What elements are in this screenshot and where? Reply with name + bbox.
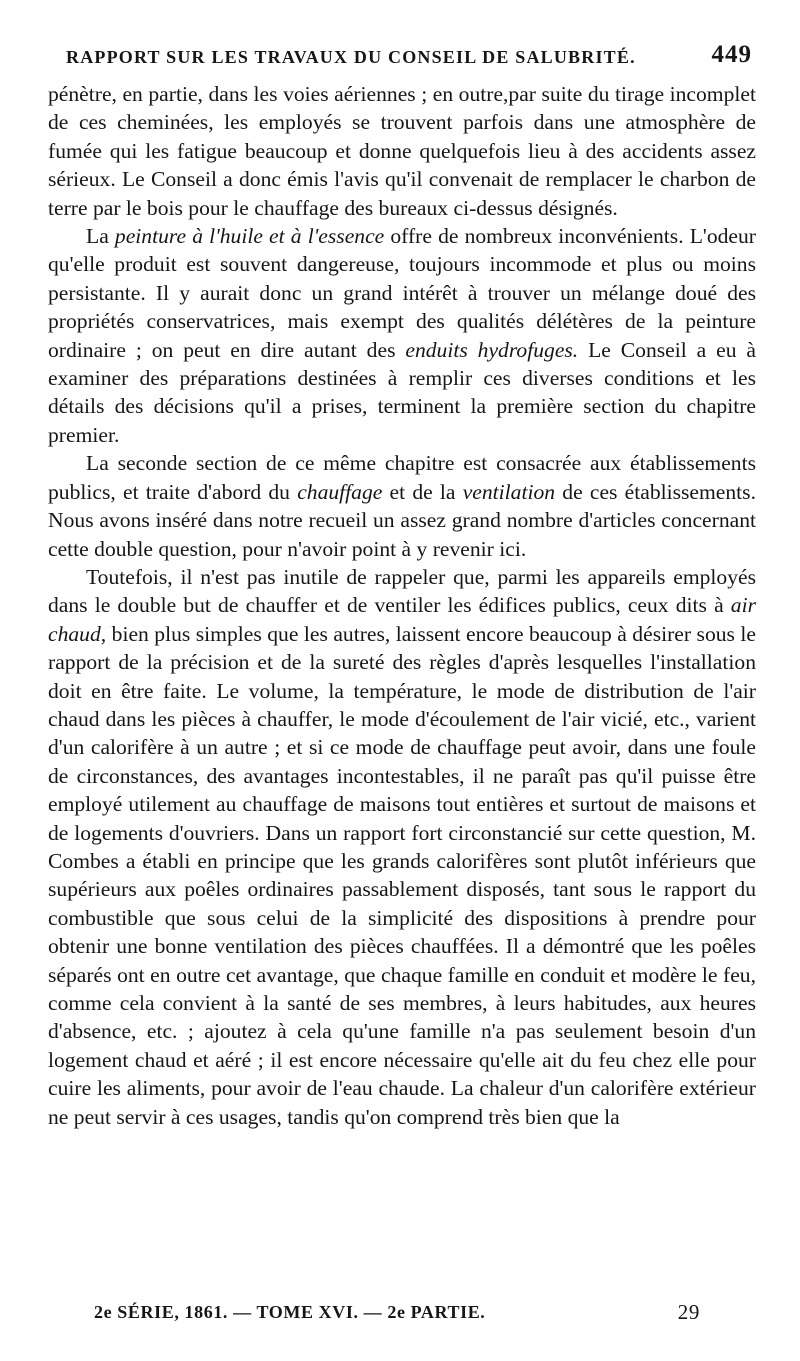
paragraph-4-lead: Toutefois, il n'est pas inutile de rappeler que, parmi les appareils employés dans le double but de chauffer et de ventiler les édifices publics, ceux dits à [48,564,756,618]
printer-signature: 2e SÉRIE, 1861. — TOME XVI. — 2e PARTIE. [94,1302,486,1322]
paragraph-3 [48,449,756,563]
running-header [48,34,756,80]
paragraph-2-lead: La [86,224,115,249]
paragraph-2-mid: offre de nombreux inconvénients. L'odeur qu'elle produit est souvent dangereuse, toujours incommode et plus ou moins persistante. Il y aurait donc un grand intérêt à trouver un mélange doué des propriétés conservatrices, mais exempt des qualités délétères de la peinture ordinaire ; on peut en dire autant des [48,224,756,362]
paragraph-4-emphasis: air chaud, [48,593,756,646]
page-number: 449 [711,41,752,68]
paragraph-3-emphasis-1: chauffage [297,479,383,504]
paragraph-2-tail: Le Conseil a eu à examiner des préparations destinées à remplir ces diverses conditions et les détails des décisions qu'il a prises, terminent la première section du chapitre premier. [48,337,756,447]
paragraph-3-lead: La seconde section de ce même chapitre est consacrée aux établissements publics, et traite d'abord du [48,451,756,504]
sheet-number: 29 [677,1300,700,1324]
paragraph-2-emphasis-2: enduits hydrofuges. [405,337,579,362]
body-text [48,80,756,1131]
paragraph-2 [48,222,756,449]
paragraph-3-tail: de ces établissements. Nous avons inséré dans notre recueil un assez grand nombre d'articles concernant cette double question, pour n'avoir point à y revenir ici. [48,479,756,561]
running-title: RAPPORT SUR LES TRAVAUX DU CONSEIL DE SALUBRITÉ. [66,47,636,67]
paragraph-3-emphasis-2: ventilation [462,479,556,504]
page-footer [94,1302,700,1332]
paragraph-1 [48,80,756,222]
paragraph-2-emphasis-1: peinture à l'huile et à l'essence [114,224,385,249]
paragraph-4 [48,563,756,1131]
paragraph-1-text: pénètre, en partie, dans les voies aériennes ; en outre,par suite du tirage incomplet de ces cheminées, les employés se trouvent parfois dans une atmosphère de fumée qui les fatigue beaucoup et donne quelquefois lieu à des accidents assez sérieux. Le Conseil a donc émis l'avis qu'il convenait de remplacer le charbon de terre par le bois pour le chauffage des bureaux ci-dessus désignés. [48,82,756,220]
paragraph-3-mid: et de la [382,479,463,504]
paragraph-4-tail: bien plus simples que les autres, laissent encore beaucoup à désirer sous le rapport de la précision et de la sureté des règles d'après lesquelles l'installation doit en être faite. Le volume, la température, le mode de distribution de l'air chaud dans les pièces à chauffer, le mode d'écoulement de l'air vicié, etc., varient d'un calorifère à un autre ; et si ce mode de chauffage peut avoir, dans une foule de circonstances, des avantages incontestables, il ne paraît pas qu'il puisse être employé utilement au chauffage de maisons tout entières et surtout de maisons et de logements d'ouvriers. Dans un rapport fort circonstancié sur cette question, M. Combes a établi en principe que les grands calorifères sont plutôt inférieurs que supérieurs aux poêles ordinaires passablement disposés, tant sous le rapport du combustible que sous celui de la simplicité des dispositions à prendre pour obtenir une bonne ventilation des pièces chauffées. Il a démontré que les poêles séparés ont en outre cet avantage, que chaque famille en conduit et modère le feu, comme cela convient à la santé de ses membres, à leurs habitudes, aux heures d'absence, etc. ; ajoutez à cela qu'une famille n'a pas seulement besoin d'un logement chaud et aéré ; il est encore nécessaire qu'elle ait du feu chez elle pour cuire les aliments, pour avoir de l'eau chaude. La chaleur d'un calorifère extérieur ne peut servir à ces usages, tandis qu'on comprend très bien que la [48,621,756,1129]
